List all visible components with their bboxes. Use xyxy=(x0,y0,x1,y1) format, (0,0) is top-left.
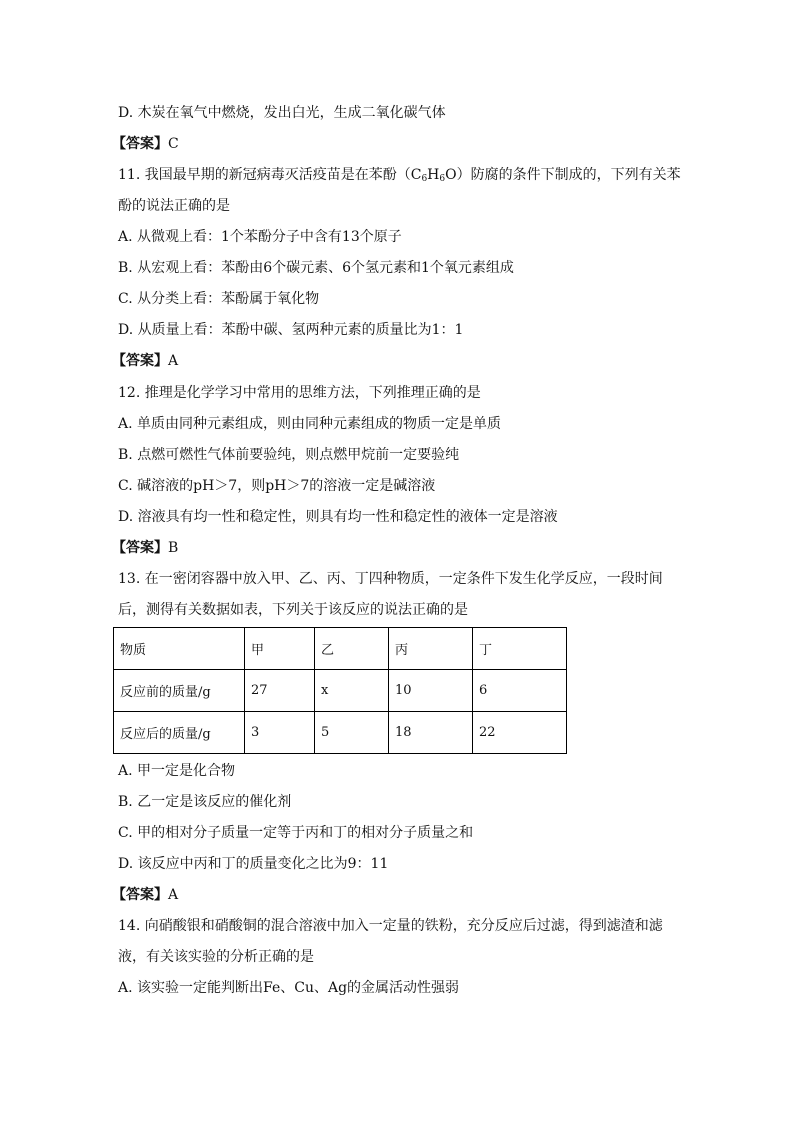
q11-option-d: D. 从质量上看：苯酚中碳、氢两种元素的质量比为1：1 xyxy=(118,322,464,338)
table-cell: 10 xyxy=(389,670,473,712)
q10-option-d: D. 木炭在氧气中燃烧，发出白光，生成二氧化碳气体 xyxy=(118,105,446,121)
table-header-cell: 甲 xyxy=(245,628,315,670)
answer-value: A xyxy=(168,887,179,903)
q13-stem-line1: 13. 在一密闭容器中放入甲、乙、丙、丁四种物质，一定条件下发生化学反应，一段时间 xyxy=(118,571,663,587)
q11-mid: H xyxy=(427,167,440,183)
q12-option-c: C. 碱溶液的pH＞7，则pH＞7的溶液一定是碱溶液 xyxy=(118,478,436,494)
q10-answer xyxy=(112,135,179,153)
q11-option-b: B. 从宏观上看：苯酚由6个碳元素、6个氢元素和1个氧元素组成 xyxy=(118,260,514,276)
q12-stem: 12. 推理是化学学习中常用的思维方法，下列推理正确的是 xyxy=(118,385,481,401)
q11-stem-line2: 酚的说法正确的是 xyxy=(118,198,230,214)
q13-option-d: D. 该反应中丙和丁的质量变化之比为9：11 xyxy=(118,856,389,872)
q13-answer xyxy=(112,886,178,904)
answer-label: 【答案】 xyxy=(112,136,168,152)
table-row xyxy=(114,670,567,712)
answer-label: 【答案】 xyxy=(112,540,168,556)
table-cell: 6 xyxy=(473,670,567,712)
table-cell: 5 xyxy=(315,712,389,754)
table-header-cell: 乙 xyxy=(315,628,389,670)
table-cell: 27 xyxy=(245,670,315,712)
q11-stem-post: O）防腐的条件下制成的，下列有关苯 xyxy=(445,167,681,183)
table-cell: x xyxy=(315,670,389,712)
q14-option-a: A. 该实验一定能判断出Fe、Cu、Ag的金属活动性强弱 xyxy=(118,980,460,996)
table-cell: 反应后的质量/g xyxy=(114,712,245,754)
q14-stem-line2: 液，有关该实验的分析正确的是 xyxy=(118,949,314,965)
q11-sub1: 6 xyxy=(421,174,428,184)
table-row xyxy=(114,712,567,754)
table-header-cell: 丙 xyxy=(389,628,473,670)
answer-value: A xyxy=(168,353,179,369)
q12-answer xyxy=(112,539,178,557)
q11-option-a: A. 从微观上看：1个苯酚分子中含有13个原子 xyxy=(118,229,402,245)
q13-stem-line2: 后，测得有关数据如表，下列关于该反应的说法正确的是 xyxy=(118,602,468,618)
q13-option-b: B. 乙一定是该反应的催化剂 xyxy=(118,794,292,810)
table-cell: 反应前的质量/g xyxy=(114,670,245,712)
q11-stem-pre: 11. 我国最早期的新冠病毒灭活疫苗是在苯酚（C xyxy=(118,167,422,183)
table-header-cell: 物质 xyxy=(114,628,245,670)
q11-option-c: C. 从分类上看：苯酚属于氧化物 xyxy=(118,291,320,307)
table-cell: 18 xyxy=(389,712,473,754)
table-header-row xyxy=(114,628,567,670)
q14-stem-line1: 14. 向硝酸银和硝酸铜的混合溶液中加入一定量的铁粉，充分反应后过滤，得到滤渣和滤 xyxy=(118,918,663,934)
mass-data-table xyxy=(113,627,567,754)
q11-sub2: 6 xyxy=(439,174,446,184)
q12-option-a: A. 单质由同种元素组成，则由同种元素组成的物质一定是单质 xyxy=(118,416,502,432)
table-cell: 3 xyxy=(245,712,315,754)
table-cell: 22 xyxy=(473,712,567,754)
q13-option-c: C. 甲的相对分子质量一定等于丙和丁的相对分子质量之和 xyxy=(118,825,474,841)
answer-label: 【答案】 xyxy=(112,353,168,369)
q13-option-a: A. 甲一定是化合物 xyxy=(118,763,236,779)
answer-label: 【答案】 xyxy=(112,887,168,903)
q11-answer xyxy=(112,352,178,370)
answer-value: C xyxy=(168,136,179,152)
q12-option-b: B. 点燃可燃性气体前要验纯，则点燃甲烷前一定要验纯 xyxy=(118,447,460,463)
q12-option-d: D. 溶液具有均一性和稳定性，则具有均一性和稳定性的液体一定是溶液 xyxy=(118,509,558,525)
q11-stem xyxy=(118,166,681,184)
table-header-cell: 丁 xyxy=(473,628,567,670)
answer-value: B xyxy=(168,540,179,556)
